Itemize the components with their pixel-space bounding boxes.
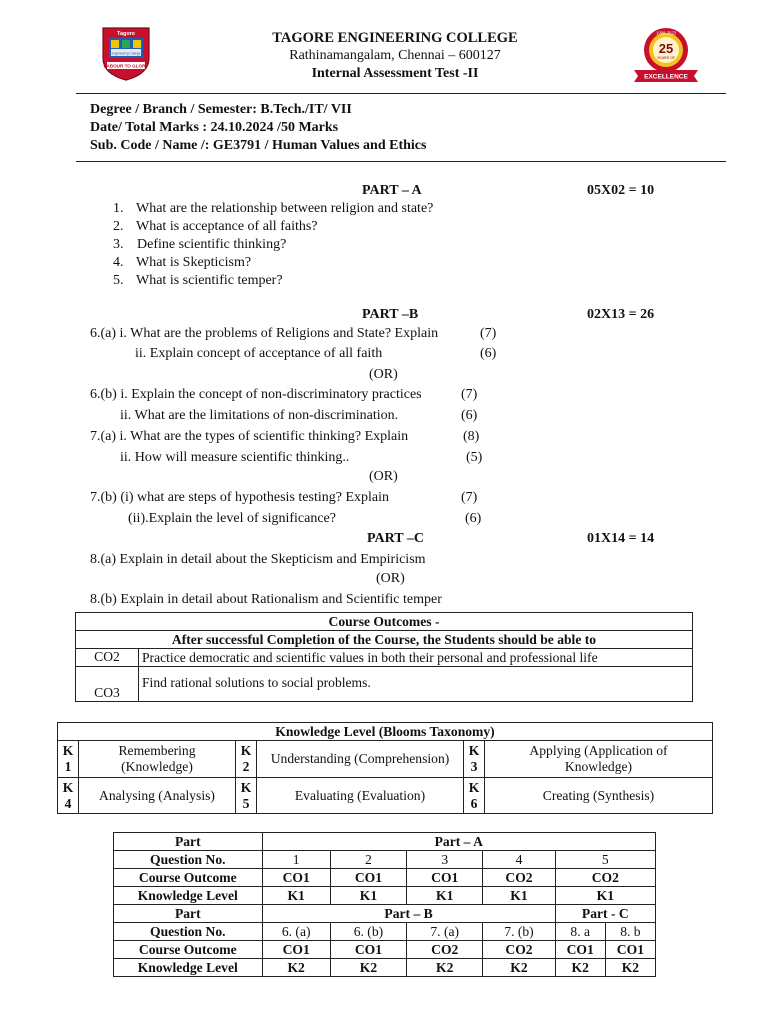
question-text: 8.(b) Explain in detail about Rationalism and Scientific temper: [90, 592, 442, 607]
cell: CO1: [330, 869, 406, 887]
cell: K1: [407, 887, 483, 905]
question-num: 1.: [113, 201, 124, 216]
co-text: Find rational solutions to social problems.: [139, 667, 693, 702]
cell: K2: [483, 959, 555, 977]
question-marks: (7): [461, 387, 478, 402]
row-label: Knowledge Level: [114, 959, 263, 977]
kl-desc: Applying (Application of Knowledge): [485, 741, 713, 778]
question-marks: (8): [463, 429, 480, 444]
cell: K2: [555, 959, 605, 977]
kl-code: K 1: [58, 741, 79, 778]
question-text: 8.(a) Explain in detail about the Skepticism and Empiricism: [90, 552, 426, 567]
part-b-header: Part – B: [262, 905, 555, 923]
row-label: Question No.: [114, 923, 263, 941]
svg-text:Engineering College: Engineering College: [111, 51, 141, 56]
co-code: CO2: [76, 649, 139, 667]
cell: CO2: [407, 941, 483, 959]
kl-code: K 3: [464, 741, 485, 778]
part-a-marks: 05X02 = 10: [587, 183, 655, 198]
svg-text:LABOUR TO GLORY: LABOUR TO GLORY: [103, 63, 149, 69]
kl-desc: Understanding (Comprehension): [257, 741, 464, 778]
cell: K2: [262, 959, 330, 977]
question-num: 4.: [113, 255, 124, 270]
question-num: 3.: [113, 237, 124, 252]
course-outcomes-table: [75, 612, 693, 702]
kl-code: K 4: [58, 778, 79, 814]
cell: CO2: [483, 941, 555, 959]
question-num: 2.: [113, 219, 124, 234]
part-a-title: PART – A: [362, 183, 422, 198]
co-subtitle: After successful Completion of the Course, the Students should be able to: [76, 631, 693, 649]
cell: K2: [605, 959, 655, 977]
part-c-header: Part - C: [555, 905, 655, 923]
or-label: (OR): [369, 469, 398, 484]
cell: K2: [330, 959, 406, 977]
meta-date: Date/ Total Marks : 24.10.2024 /50 Marks: [90, 120, 339, 135]
part-b-title: PART –B: [362, 307, 419, 322]
kl-code: K 2: [236, 741, 257, 778]
question-marks: (5): [466, 450, 483, 465]
college-logo: [97, 24, 155, 82]
or-label: (OR): [369, 367, 398, 382]
svg-text:YEARS OF: YEARS OF: [656, 56, 676, 60]
cell: 1: [262, 851, 330, 869]
kl-title: Knowledge Level (Blooms Taxonomy): [58, 723, 713, 741]
cell: CO1: [407, 869, 483, 887]
question-marks: (6): [461, 408, 478, 423]
cell: 8. b: [605, 923, 655, 941]
question-text: ii. How will measure scientific thinking..: [120, 450, 350, 465]
row-label: Course Outcome: [114, 941, 263, 959]
kl-code: K 5: [236, 778, 257, 814]
row-label: Question No.: [114, 851, 263, 869]
cell: K1: [262, 887, 330, 905]
question-text: What is Skepticism?: [136, 255, 252, 270]
question-mapping-table: [113, 832, 656, 977]
college-address: Rathinamangalam, Chennai – 600127: [289, 48, 501, 63]
part-b-marks: 02X13 = 26: [587, 307, 655, 322]
question-text: (ii).Explain the level of significance?: [128, 511, 336, 526]
co-title: Course Outcomes -: [76, 613, 693, 631]
question-text: 6.(b) i. Explain the concept of non-discriminatory practices: [90, 387, 422, 402]
question-text: ii. What are the limitations of non-discrimination.: [120, 408, 399, 423]
svg-text:25: 25: [658, 41, 674, 56]
header-rule: [76, 93, 726, 94]
question-text: What is scientific temper?: [136, 273, 283, 288]
question-text: ii. Explain concept of acceptance of all faith: [135, 346, 383, 361]
anniversary-emblem: [630, 26, 702, 84]
row-label: Part: [114, 905, 263, 923]
test-title: Internal Assessment Test -II: [311, 66, 479, 81]
cell: CO2: [555, 869, 655, 887]
cell: 3: [407, 851, 483, 869]
part-a-header: Part – A: [262, 833, 655, 851]
meta-degree: Degree / Branch / Semester: B.Tech./IT/ VII: [90, 102, 352, 117]
row-label: Course Outcome: [114, 869, 263, 887]
svg-text:1998-2023: 1998-2023: [655, 30, 677, 36]
row-label: Knowledge Level: [114, 887, 263, 905]
cell: 7. (b): [483, 923, 555, 941]
co-code: CO3: [76, 667, 139, 702]
cell: 8. a: [555, 923, 605, 941]
cell: CO1: [605, 941, 655, 959]
cell: 2: [330, 851, 406, 869]
cell: K2: [407, 959, 483, 977]
cell: 5: [555, 851, 655, 869]
kl-desc: Evaluating (Evaluation): [257, 778, 464, 814]
cell: 7. (a): [407, 923, 483, 941]
question-text: 7.(b) (i) what are steps of hypothesis testing? Explain: [90, 490, 389, 505]
cell: CO2: [483, 869, 555, 887]
question-text: What are the relationship between religion and state?: [136, 201, 434, 216]
row-label: Part: [114, 833, 263, 851]
meta-subject: Sub. Code / Name /: GE3791 / Human Values and Ethics: [90, 138, 427, 153]
svg-text:EXCELLENCE: EXCELLENCE: [644, 73, 688, 81]
question-text: What is acceptance of all faiths?: [136, 219, 318, 234]
cell: K1: [330, 887, 406, 905]
question-text: 6.(a) i. What are the problems of Religions and State? Explain: [90, 326, 439, 341]
cell: 6. (a): [262, 923, 330, 941]
part-c-marks: 01X14 = 14: [587, 531, 655, 546]
kl-desc: Remembering (Knowledge): [79, 741, 236, 778]
cell: 6. (b): [330, 923, 406, 941]
cell: 4: [483, 851, 555, 869]
knowledge-level-table: [57, 722, 713, 814]
question-marks: (6): [465, 511, 482, 526]
question-marks: (7): [480, 326, 497, 341]
cell: CO1: [262, 941, 330, 959]
question-marks: (7): [461, 490, 478, 505]
question-text: 7.(a) i. What are the types of scientific thinking? Explain: [90, 429, 409, 444]
question-marks: (6): [480, 346, 497, 361]
cell: K1: [555, 887, 655, 905]
cell: CO1: [555, 941, 605, 959]
svg-text:Tagore: Tagore: [117, 31, 135, 37]
or-label: (OR): [376, 571, 405, 586]
kl-code: K 6: [464, 778, 485, 814]
cell: CO1: [330, 941, 406, 959]
college-name: TAGORE ENGINEERING COLLEGE: [272, 30, 518, 46]
question-text: Define scientific thinking?: [137, 237, 287, 252]
kl-desc: Analysing (Analysis): [79, 778, 236, 814]
cell: CO1: [262, 869, 330, 887]
part-c-title: PART –C: [367, 531, 424, 546]
meta-rule: [76, 161, 726, 162]
co-text: Practice democratic and scientific values in both their personal and professional life: [139, 649, 693, 667]
kl-desc: Creating (Synthesis): [485, 778, 713, 814]
cell: K1: [483, 887, 555, 905]
question-num: 5.: [113, 273, 124, 288]
